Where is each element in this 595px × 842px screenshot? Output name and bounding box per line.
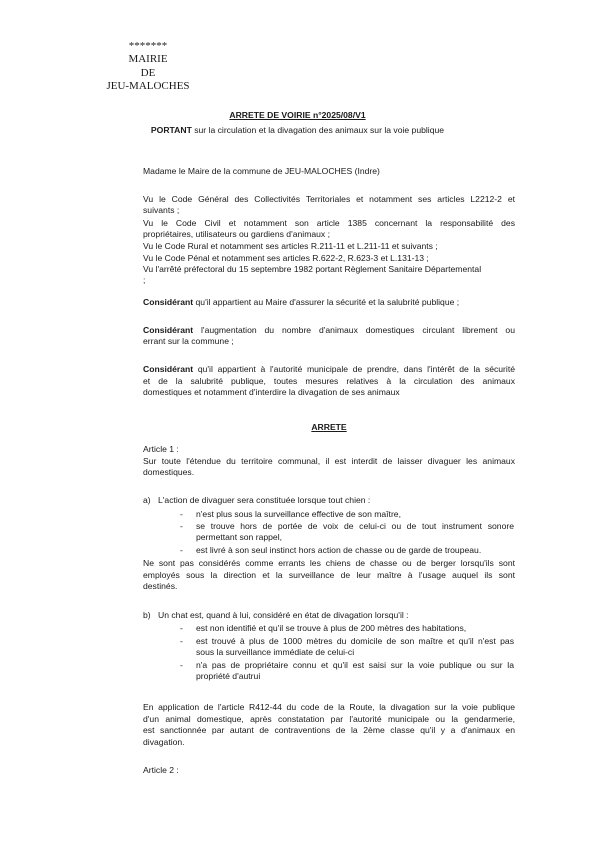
section-a-bullet: permettant son rappel, [196, 532, 282, 542]
vu-line: Vu le Code Civil et notamment son article 1385 concernant la responsabilité des [143, 218, 515, 228]
bullet-dash: - [180, 545, 183, 555]
application-line: d'un animal domestique, après constatation par l'autorité municipale ou la gendarmerie, [143, 714, 515, 724]
header-de: DE [140, 67, 156, 79]
section-a-label: a) [143, 495, 151, 505]
section-a-bullet: se trouve hors de portée de voix de celui-ci ou de tout instrument sonore [196, 521, 514, 531]
section-a-intro: L'action de divaguer sera constituée lorsque tout chien : [158, 495, 371, 505]
vu-line: propriétaires, utilisateurs ou gardiens d'animaux ; [143, 229, 330, 239]
vu-line: suivants ; [143, 205, 180, 215]
bullet-dash: - [180, 509, 183, 519]
subtitle-bold: PORTANT [150, 125, 192, 135]
section-a-bullet: est livré à son seul instinct hors action de chasse ou de garde de troupeau. [196, 545, 482, 555]
vu-line: ; [143, 275, 146, 285]
header-commune: JEU-MALOCHES [106, 80, 190, 92]
vu-line: Vu le Code Rural et notamment ses articles R.211-11 et L.211-11 et suivants ; [143, 241, 438, 251]
considerant-text: qu'il appartient à l'autorité municipale de prendre, dans l'intérêt de la sécurité [193, 364, 515, 374]
intro-line: Madame le Maire de la commune de JEU-MALOCHES (Indre) [143, 166, 380, 176]
section-b-bullet: est trouvé à plus de 1000 mètres du domicile de son maître et qu'il n'est pas [196, 636, 514, 646]
vu-line: Vu le Code Général des Collectivités Territoriales et notamment ses articles L2212-2 et [143, 194, 515, 204]
considerant-1 [143, 297, 459, 308]
considerant-text: qu'il appartient au Maire d'assurer la sécurité et la salubrité publique ; [193, 297, 460, 307]
section-b-bullet: est non identifié et qu'il se trouve à plus de 200 mètres des habitations, [196, 623, 467, 633]
vu-line: Vu l'arrêté préfectoral du 15 septembre 1982 portant Règlement Sanitaire Départemental [143, 264, 482, 274]
section-b-bullet: n'a pas de propriétaire connu et qu'il est saisi sur la voie publique ou sur la [196, 660, 514, 670]
considerant-2-line-1 [143, 325, 515, 336]
section-b-intro: Un chat est, quand à lui, considéré en état de divagation lorsqu'il : [158, 610, 409, 620]
section-a-after: destinés. [143, 581, 178, 591]
considerant-3-line-2: et de la salubrité publique, toutes mesures relatives à la circulation des animaux [143, 376, 515, 386]
considerant-label: Considérant [143, 325, 194, 335]
section-b-bullet: sous la surveillance immédiate de celui-ci [196, 647, 355, 657]
section-a-after: employés sous la direction et la surveillance de leur maître à l'usage auquel ils sont [143, 570, 515, 580]
subtitle-rest: sur la circulation et la divagation des animaux sur la voie publique [191, 125, 445, 135]
article-1-heading: Article 1 : [143, 444, 179, 454]
application-line: divagation. [143, 737, 185, 747]
section-a-bullet: n'est plus sous la surveillance effective de son maître, [196, 509, 401, 519]
considerant-text: l'augmentation du nombre d'animaux domestiques circulant librement ou [193, 325, 515, 335]
bullet-dash: - [180, 660, 183, 670]
section-b-label: b) [143, 610, 151, 620]
header-stars: ******* [128, 40, 168, 52]
article-1-line: domestiques. [143, 467, 195, 477]
arrete-heading: ARRETE [311, 422, 347, 432]
document-subtitle [0, 125, 595, 136]
bullet-dash: - [180, 521, 183, 531]
vu-line: Vu le Code Pénal et notamment ses articles R.622-2, R.623-3 et L.131-13 ; [143, 253, 429, 263]
article-2-heading: Article 2 : [143, 765, 179, 775]
bullet-dash: - [180, 623, 183, 633]
bullet-dash: - [180, 636, 183, 646]
considerant-label: Considérant [143, 364, 194, 374]
considerant-3-line-3: domestiques et notamment d'interdire la divagation de ses animaux [143, 387, 400, 397]
considerant-2-line-2: errant sur la commune ; [143, 336, 234, 346]
document-title: ARRETE DE VOIRIE n°2025/08/V1 [229, 110, 366, 120]
application-line: En application de l'article R412-44 du code de la Route, la divagation sur la voie publique [143, 702, 515, 712]
header-mairie: MAIRIE [128, 53, 168, 65]
section-b-bullet: propriété d'autrui [196, 671, 261, 681]
article-1-line: Sur toute l'étendue du territoire communal, il est interdit de laisser divaguer les animaux [143, 456, 515, 466]
considerant-label: Considérant [143, 297, 194, 307]
considerant-3-line-1 [143, 364, 515, 375]
application-line: est sanctionnée par autant de contraventions de la 2ème classe qu'il y a d'animaux en [143, 725, 515, 735]
section-a-after: Ne sont pas considérés comme errants les chiens de chasse ou de berger lorsqu'ils sont [143, 558, 515, 568]
